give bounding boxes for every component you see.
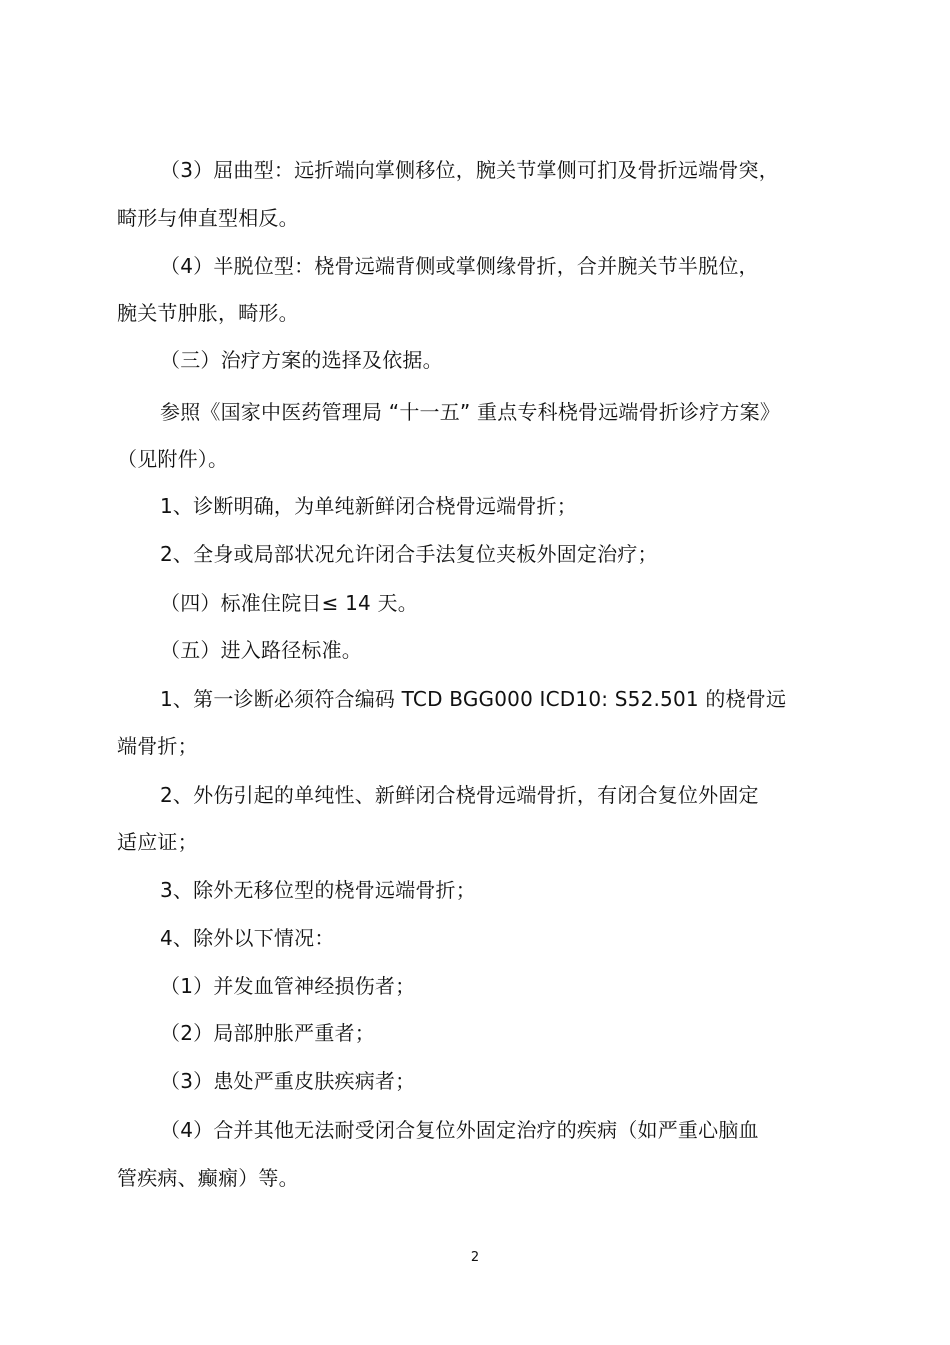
page-number: 2: [470, 1250, 480, 1265]
text-line: （1）并发血管神经损伤者；: [160, 974, 416, 998]
text-line: 管疾病、癫痫）等。: [117, 1166, 299, 1190]
text-line: （4）半脱位型：桡骨远端背侧或掌侧缘骨折，合并腕关节半脱位，: [160, 254, 759, 278]
section-heading: （四）标准住院日≤ 14 天。: [160, 591, 418, 615]
text-line: 1、诊断明确，为单纯新鲜闭合桡骨远端骨折；: [160, 494, 577, 518]
text-line: （见附件）。: [117, 447, 229, 471]
text-line: 端骨折；: [117, 734, 198, 758]
text-line: 2、外伤引起的单纯性、新鲜闭合桡骨远端骨折，有闭合复位外固定: [160, 783, 759, 807]
section-heading: （五）进入路径标准。: [160, 638, 362, 662]
text-line: 3、除外无移位型的桡骨远端骨折；: [160, 878, 476, 902]
text-line: （3）患处严重皮肤疾病者；: [160, 1069, 416, 1093]
text-line: （3）屈曲型：远折端向掌侧移位，腕关节掌侧可扪及骨折远端骨突，: [160, 158, 779, 182]
text-line: 畸形与伸直型相反。: [117, 206, 299, 230]
text-line: 腕关节肿胀，畸形。: [117, 301, 299, 325]
text-line: 2、全身或局部状况允许闭合手法复位夹板外固定治疗；: [160, 542, 658, 566]
text-line: 1、第一诊断必须符合编码 TCD BGG000 ICD10: S52.501 的桡骨远: [160, 687, 787, 711]
text-line: 4、除外以下情况：: [160, 926, 335, 950]
text-line: （4）合并其他无法耐受闭合复位外固定治疗的疾病（如严重心脑血: [160, 1118, 759, 1142]
text-line: （2）局部肿胀严重者；: [160, 1021, 375, 1045]
section-heading: （三）治疗方案的选择及依据。: [160, 348, 443, 372]
text-line: 适应证；: [117, 830, 198, 854]
text-line: 参照《国家中医药管理局 “十一五” 重点专科桡骨远端骨折诊疗方案》: [160, 400, 781, 424]
